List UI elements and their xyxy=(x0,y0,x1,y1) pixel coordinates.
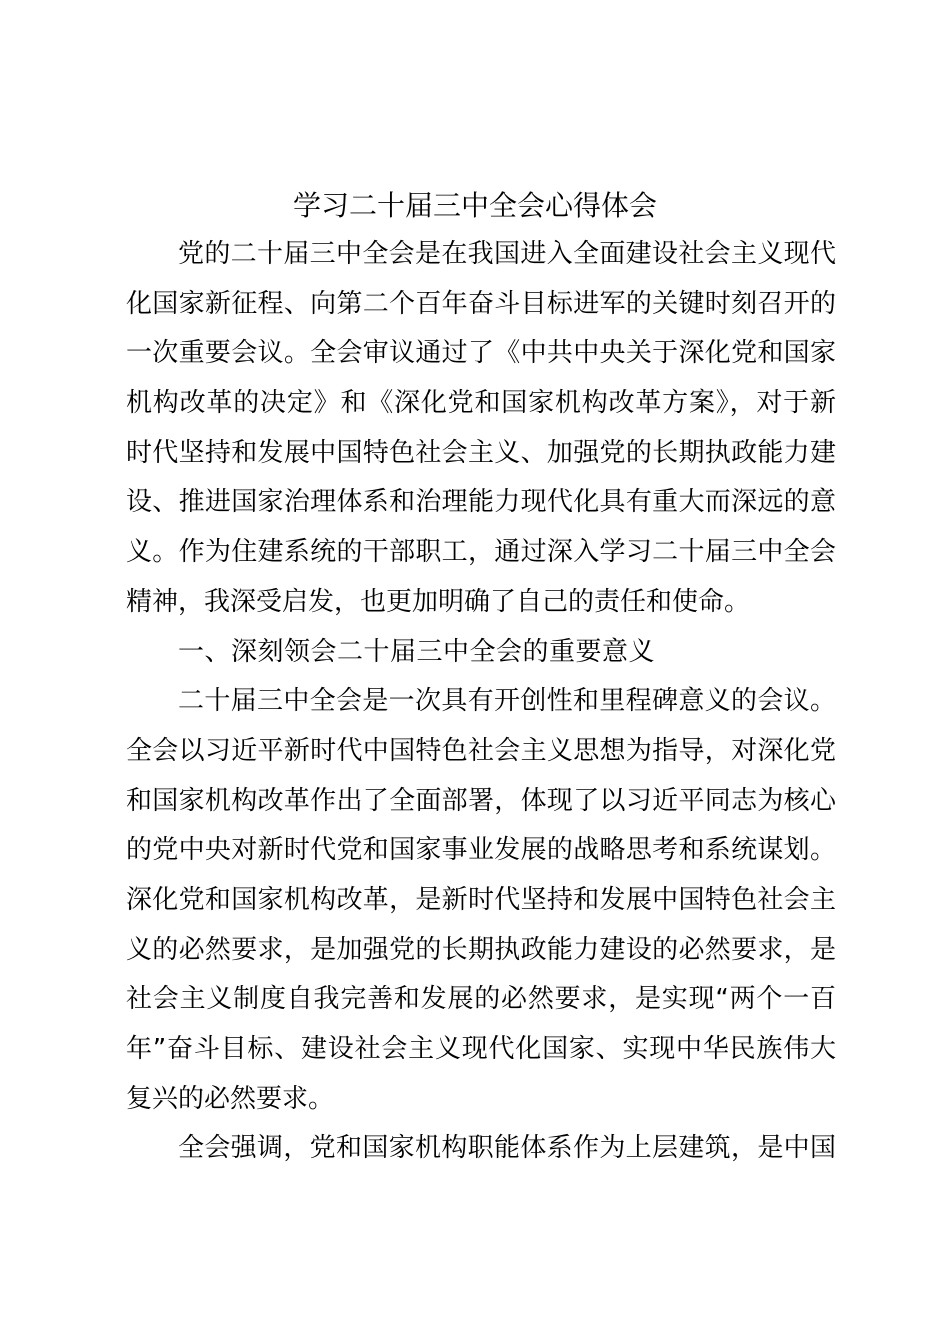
paragraph-1-line-6: 设、推进国家治理体系和治理能力现代化具有重大而深远的意 xyxy=(126,487,836,518)
paragraph-2-line-1: 二十届三中全会是一次具有开创性和里程碑意义的会议。 xyxy=(178,686,836,717)
paragraph-2-line-6: 义的必然要求，是加强党的长期执政能力建设的必然要求，是 xyxy=(126,934,836,965)
paragraph-1-line-1: 党的二十届三中全会是在我国进入全面建设社会主义现代 xyxy=(178,239,836,269)
paragraph-2-line-8: 年”奋斗目标、建设社会主义现代化国家、实现中华民族伟大 xyxy=(126,1034,836,1064)
document-title: 学习二十届三中全会心得体会 xyxy=(292,189,657,222)
paragraph-2-line-4: 的党中央对新时代党和国家事业发展的战略思考和系统谋划。 xyxy=(126,835,836,866)
paragraph-1-line-4: 机构改革的决定》和《深化党和国家机构改革方案》，对于新 xyxy=(126,388,836,419)
paragraph-2-line-3: 和国家机构改革作出了全面部署，体现了以习近平同志为核心 xyxy=(126,785,836,816)
document-body xyxy=(126,230,836,1174)
paragraph-1-line-8: 精神，我深受启发，也更加明确了自己的责任和使命。 xyxy=(126,586,751,617)
paragraph-2-line-5: 深化党和国家机构改革，是新时代坚持和发展中国特色社会主 xyxy=(126,884,836,915)
section-heading-1: 一、深刻领会二十届三中全会的重要意义 xyxy=(178,636,656,667)
paragraph-2-line-2: 全会以习近平新时代中国特色社会主义思想为指导，对深化党 xyxy=(126,735,836,766)
paragraph-2-line-9: 复兴的必然要求。 xyxy=(126,1083,335,1114)
paragraph-1-line-5: 时代坚持和发展中国特色社会主义、加强党的长期执政能力建 xyxy=(126,437,836,468)
paragraph-3-line-1: 全会强调，党和国家机构职能体系作为上层建筑，是中国 xyxy=(178,1133,836,1164)
paragraph-2-line-7: 社会主义制度自我完善和发展的必然要求，是实现“两个一百 xyxy=(126,984,836,1015)
paragraph-1-line-2: 化国家新征程、向第二个百年奋斗目标进军的关键时刻召开的 xyxy=(126,288,836,319)
paragraph-1-line-3: 一次重要会议。全会审议通过了《中共中央关于深化党和国家 xyxy=(126,338,836,369)
paragraph-1-line-7: 义。作为住建系统的干部职工，通过深入学习二十届三中全会 xyxy=(126,537,836,568)
